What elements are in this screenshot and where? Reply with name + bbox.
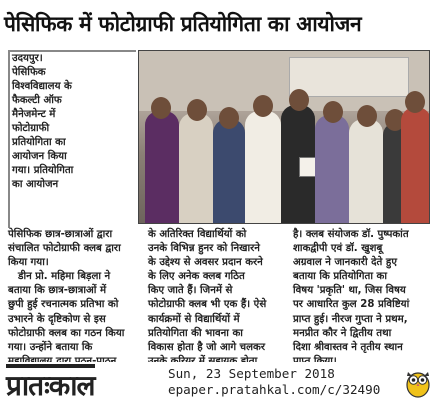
edition-date: Sun, 23 September 2018 — [168, 366, 335, 381]
photo-person — [245, 111, 281, 223]
article-line: विकास होता है जो आगे चलकर — [148, 341, 265, 353]
article-line: संचालित फोटोग्राफी क्लब द्वारा — [8, 243, 121, 255]
owl-icon — [404, 366, 432, 398]
article-line: फोटोग्राफी क्लब का गठन किया — [8, 327, 125, 339]
article-line: बताया कि प्रतियोगिता का — [293, 271, 387, 283]
article-line: उभारने के दृष्टिकोण से इस — [8, 313, 106, 325]
newspaper-logo — [6, 364, 95, 402]
photo-person — [145, 111, 179, 223]
article-column-3 — [293, 228, 431, 369]
article-line: प्रतियोगिता की भावना का — [148, 327, 243, 339]
article-line: शाकद्वीपी एवं डॉ. खुशबू — [293, 243, 383, 255]
photo-board — [289, 57, 409, 97]
photo-head — [151, 97, 171, 119]
article-line: पर आधारित कुल 28 प्रविष्टियां — [293, 299, 410, 311]
group-photo — [138, 50, 430, 224]
photo-head — [253, 95, 273, 117]
side-line: पेसिफिक — [12, 67, 46, 78]
photo-person — [315, 115, 349, 223]
article-line: कार्यक्रमों से विद्यार्थियों में — [148, 313, 240, 325]
article-line: गया। उन्होंने बताया कि — [8, 341, 93, 353]
headline: पेसिफिक में फोटोग्राफी प्रतियोगिता का आयोजन — [4, 11, 362, 36]
footer — [0, 362, 436, 402]
article-line: किए जाते हैं। जिनमें से — [148, 285, 233, 297]
article-line: है। क्लब संयोजक डॉ. पुष्पकांत — [293, 229, 409, 240]
photo-head — [289, 89, 309, 111]
article-line: मनप्रीत कौर ने द्वितीय तथा — [293, 327, 392, 339]
article-line: छुपी हुई रचनात्मक प्रतिभा को — [8, 299, 119, 311]
side-line: विश्वविद्यालय के — [12, 81, 72, 92]
article-line: डीन प्रो. महिमा बिड़ला ने — [18, 271, 111, 283]
side-line: फोटोग्राफी — [12, 123, 50, 134]
photo-person — [179, 113, 213, 223]
article-line: फोटोग्राफी क्लब भी एक हैं। ऐसे — [148, 299, 267, 311]
side-line: गया। प्रतियोगिता — [12, 165, 74, 176]
side-line: फैकल्टी ऑफ — [12, 95, 62, 106]
side-line: प्रतियोगिता का — [12, 137, 66, 148]
article-line: उनके विभिन्न हुनर को निखारने — [148, 243, 260, 255]
article-line: किया गया। — [8, 257, 49, 269]
side-column — [12, 52, 140, 192]
side-line: उदयपुर। — [12, 53, 43, 64]
photo-head — [219, 107, 239, 129]
photo-head — [323, 101, 343, 123]
epaper-url[interactable]: epaper.pratahkal.com/c/32490 — [168, 382, 381, 397]
article-line: दिशा श्रीवास्तव ने तृतीय स्थान — [293, 341, 403, 353]
article-line: अग्रवाल ने जानकारी देते हुए — [293, 257, 397, 269]
side-line: का आयोजन — [12, 179, 59, 190]
article-column-2 — [148, 228, 288, 369]
photo-person — [401, 107, 430, 223]
article-line: प्राप्त हुई। नीरज गुप्ता ने प्रथम, — [293, 313, 408, 325]
side-line: आयोजन किया — [12, 151, 67, 162]
article-line: के उद्देश्य से अवसर प्रदान करने — [148, 257, 263, 269]
photo-person — [349, 119, 383, 223]
photo-person — [213, 119, 245, 223]
article-line: के लिए अनेक क्लब गठित — [148, 271, 245, 283]
article-line: बताया कि छात्र-छात्राओं में — [8, 285, 107, 297]
article-line: पेसिफिक छात्र-छात्राओं द्वारा — [8, 229, 113, 240]
photo-head — [357, 105, 377, 127]
photo-head — [405, 91, 425, 113]
side-line: मैनेजमेन्ट में — [12, 109, 56, 120]
article-line: विषय 'प्रकृति' था, जिस विषय — [293, 285, 406, 297]
article-line: के अतिरिक्त विद्यार्थियों को — [148, 229, 247, 240]
photo-head — [187, 99, 207, 121]
newspaper-logo-text: प्रातःकाल — [6, 364, 95, 402]
article-column-1 — [8, 228, 138, 369]
